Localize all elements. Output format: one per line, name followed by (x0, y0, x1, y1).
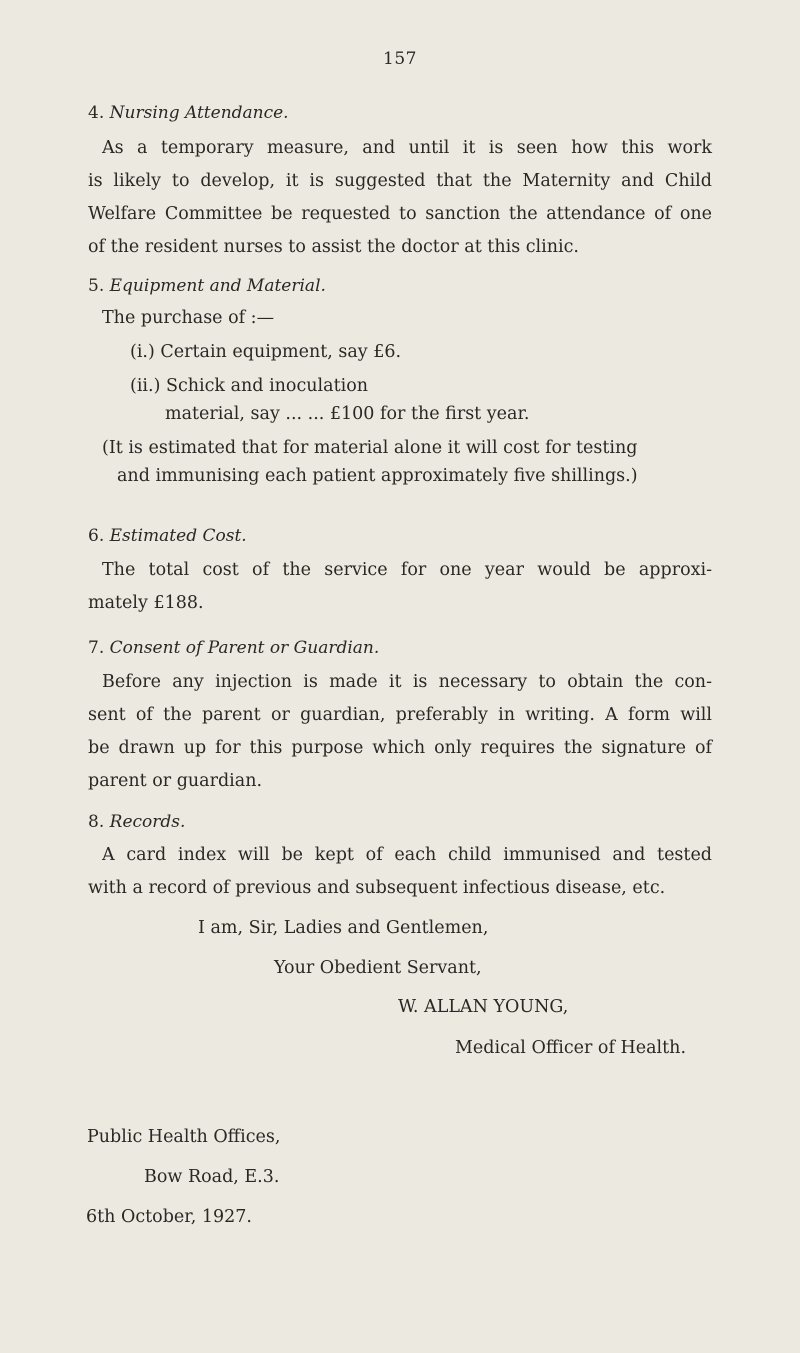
section-number: 4. (88, 103, 105, 123)
equipment-item-2: (ii.) Schick and inoculation (130, 376, 369, 396)
paragraph-line: As a temporary measure, and until it is seen how this work (102, 138, 712, 158)
section-8-paragraph (88, 839, 712, 905)
section-7-paragraph (88, 666, 712, 798)
address-line-2: Bow Road, E.3. (144, 1167, 280, 1187)
equipment-item-1: (i.) Certain equipment, say £6. (130, 342, 402, 362)
signatory-position: Medical Officer of Health. (455, 1038, 687, 1058)
section-6-heading (88, 526, 247, 546)
section-5-heading (88, 276, 326, 296)
section-title: Nursing Attendance. (109, 103, 289, 123)
equipment-note-cont: and immunising each patient approximately five shillings.) (117, 466, 638, 486)
section-title: Records. (109, 812, 186, 832)
section-4-paragraph (88, 132, 712, 264)
section-8-heading (88, 812, 185, 832)
section-7-heading (88, 638, 379, 658)
paragraph-line: sent of the parent or guardian, preferably in writing. A form will (88, 705, 712, 725)
paragraph-line: The total cost of the service for one year would be approxi- (102, 560, 712, 580)
section-number: 5. (88, 276, 105, 296)
paragraph-line: Before any injection is made it is necessary to obtain the con- (102, 672, 712, 692)
letter-date: 6th October, 1927. (86, 1207, 252, 1227)
section-4-heading (88, 103, 289, 123)
valediction: Your Obedient Servant, (274, 958, 482, 978)
equipment-item-2-cont: material, say ... ... £100 for the first year. (165, 404, 530, 424)
section-title: Equipment and Material. (109, 276, 326, 296)
address-line-1: Public Health Offices, (87, 1127, 281, 1147)
section-6-paragraph (88, 554, 712, 620)
paragraph-line: be drawn up for this purpose which only requires the signature of (88, 738, 712, 758)
salutation: I am, Sir, Ladies and Gentlemen, (198, 918, 489, 938)
section-number: 7. (88, 638, 105, 658)
paragraph-line: Welfare Committee be requested to sanction the attendance of one (88, 204, 712, 224)
paragraph-line: is likely to develop, it is suggested that the Maternity and Child (88, 171, 712, 191)
signatory-name: W. ALLAN YOUNG, (398, 997, 569, 1017)
page-number: 157 (383, 49, 417, 69)
equipment-note: (It is estimated that for material alone it will cost for testing (102, 438, 638, 458)
section-number: 6. (88, 526, 105, 546)
paragraph-line: mately £188. (88, 593, 204, 613)
paragraph-line: parent or guardian. (88, 771, 263, 791)
section-number: 8. (88, 812, 105, 832)
section-title: Consent of Parent or Guardian. (109, 638, 380, 658)
paragraph-line: with a record of previous and subsequent infectious disease, etc. (88, 878, 666, 898)
section-title: Estimated Cost. (109, 526, 247, 546)
equipment-intro: The purchase of :— (102, 308, 275, 328)
paragraph-line: A card index will be kept of each child immunised and tested (102, 845, 712, 865)
paragraph-line: of the resident nurses to assist the doctor at this clinic. (88, 237, 579, 257)
